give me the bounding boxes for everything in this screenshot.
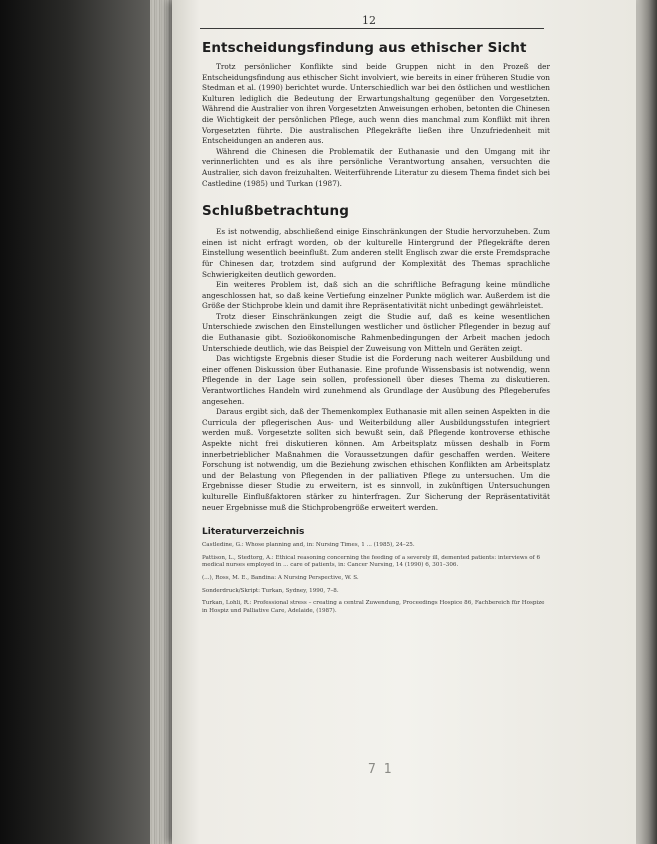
reference-item: Castledine, G.: Whose planning and, in: Nursing Times, 1 ... (1985), 24–25. <box>202 542 415 549</box>
paragraph: Ein weiteres Problem ist, daß sich an die schriftliche Befragung keine mündliche angeschlossen hat, so daß keine Vertiefung einzelner Punkte möglich war. Außerdem ist die Größe der Stichprobe klein und damit ihre Repräsentativität nicht unbedingt gewährleistet. <box>202 280 550 311</box>
paragraph: Trotz dieser Einschränkungen zeigt die Studie auf, daß es keine wesentlichen Unterschiede zwischen den Einstellungen westlicher und östlicher Pflegender in bezug auf die Euthanasie gibt. Sozioökonomische Rahmenbedingungen der Arbeit machen jedoch Unterschiede deutlich, wie das Beispiel der Zuweisung von Mitteln und Geräten zeigt. <box>202 311 550 353</box>
page-number: 12 <box>362 14 376 27</box>
section-heading-ethics: Entscheidungsfindung aus ethischer Sicht <box>202 40 527 56</box>
reference-item: Turkan, Lohli, R.: Professional stress – creating a central Zuwendung, Proceedings Hospice 86, Fachbereich für Hospize in Hospiz und Palliative Care, Adelaide, (1987). <box>202 600 545 614</box>
paragraph: Trotz persönlicher Konflikte sind beide Gruppen nicht in den Prozeß der Entscheidungsfindung aus ethischer Sicht involviert, wie bereits in einer früheren Studie von Stedman et al. (1990) berichtet wurde. Unterschiedlich war bei den östlichen und westlichen Kulturen lediglich die Bedeutung der Erwartungshaltung gegenüber den Vorgesetzten. Während die Australier von ihren Vorgesetzten Anweisungen erhoben, betonten die Chinesen die Wichtigkeit der persönlichen Pflege, auch wenn dies manchmal zum Konflikt mit ihren Vorgesetzten führte. Die australischen Pflegekräfte ließen ihre Unzufriedenheit mit Entscheidungen an anderen aus. <box>202 62 550 146</box>
book-edge-right <box>635 0 657 844</box>
paragraph: Das wichtigste Ergebnis dieser Studie ist die Forderung nach weiterer Ausbildung und einer offenen Diskussion über Euthanasie. Eine profunde Wissensbasis ist notwendig, wenn Pflegende in der Lage sein sollen, professionell über dieses Thema zu diskutieren. Verantwortliches Handeln wird zunehmend als Grundlage der Ausübung des Pflegeberufes angesehen. <box>202 354 550 406</box>
paragraph: Es ist notwendig, abschließend einige Einschränkungen der Studie hervorzuheben. Zum einen ist nicht erfragt worden, ob der kulturelle Hintergrund der Pflegekräfte deren Einstellung wesentlich beeinflußt. Zum anderen stellt Englisch zwar die erste Fremdsprache für Chinesen dar, trotzdem sind aufgrund der Komplexität des Themas sprachliche Schwierigkeiten deutlich geworden. <box>202 227 550 279</box>
scan-mark: 7 1 <box>368 762 392 777</box>
references-heading: Literaturverzeichnis <box>202 527 305 538</box>
page-content <box>202 40 550 620</box>
reference-item: (...), Ross, M. E., Bandina: A Nursing Perspective, W. S. <box>202 574 359 581</box>
reference-item: Sonderdruck/Skript: Turkan, Sydney, 1990, 7–8. <box>202 587 339 594</box>
paragraph: Während die Chinesen die Problematik der Euthanasie und den Umgang mit ihr verinnerlichten und es als ihre persönliche Verantwortung ansahen, versuchten die Australier, sich davon freizuhalten. Weiterführende Literatur zu diesem Thema findet sich bei Castledine (1985) und Turkan (1987). <box>202 146 550 188</box>
paragraph: Daraus ergibt sich, daß der Themenkomplex Euthanasie mit allen seinen Aspekten in die Curricula der pflegerischen Aus- und Weiterbildung aller Ausbildungsstufen integriert werden muß. Vorgesetzte sollten sich bewußt sein, daß Pflegende kontroverse ethische Aspekte nicht frei diskutieren können. Am Arbeitsplatz müssen deshalb in Form innerbetrieblicher Maßnahmen die Voraussetzungen dafür geschaffen werden. Weitere Forschung ist notwendig, um die Beziehung zwischen ethischen Konflikten am Arbeitsplatz und der Belastung von Pflegenden in der palliativen Pflege zu untersuchen. Um die Ergebnisse dieser Studie zu erweitern, ist es sinnvoll, in zukünftigen Untersuchungen kulturelle Einflußfaktoren stärker zu hinterfragen. Zur Sicherung der Repräsentativität neuer Ergebnisse muß die Stichprobengröße erweitert werden. <box>202 407 550 512</box>
book-spine-left <box>0 0 168 844</box>
header-rule <box>200 28 544 29</box>
section-heading-conclusion: Schlußbetrachtung <box>202 203 349 220</box>
reference-item: Pattison, L., Stedtorg, A.: Ethical reasoning concerning the feeding of a severely ill, demented patients: interviews of 6 medical nurses employed in ... care of patients, in: Cancer Nursing, 14 (1990) 6, 301–306. <box>202 554 541 569</box>
book-page <box>172 0 636 844</box>
